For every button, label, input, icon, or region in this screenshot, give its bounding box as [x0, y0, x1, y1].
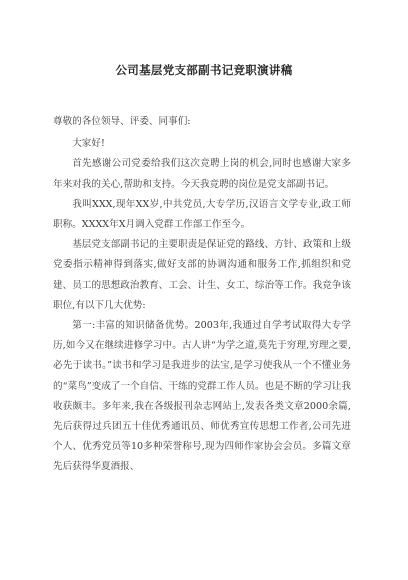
document-title: 公司基层党支部副书记竞职演讲稿: [115, 63, 293, 77]
advantage-one-paragraph: 第一:丰富的知识储备优势。2003年,我通过自学考试取得大专学历,如今又在继续进修学习中。古人讲“为学之道,莫先于穷理,穷理之要,必先于读书。”读书和学习是我进步的法宝,是学习使我从一个不懂业务的“菜鸟”变成了一个自信、干练的党群工作人员。也是不断的学习让我收获颇丰。多年来,我在各级报刊杂志网站上,发表各类文章2000余篇,先后获得过兵团五十佳优秀通讯员、师优秀宣传思想工作者,公司先进个人、优秀党员等10多种荣誉称号,现为四师作家协会会员。多篇文章先后获得华夏酒报、: [53, 320, 351, 473]
document-body: [53, 112, 351, 478]
salutation: 尊敬的各位领导、评委、同事们:: [53, 116, 191, 127]
greeting-paragraph: 大家好!: [72, 138, 105, 150]
responsibilities-paragraph: 基层党支部副书记的主要职责是保证党的路线、方针、政策和上级党委指示精神得到落实,做好支部的协调沟通和服务工作,抓组织和党建、员工的思想政治教育、工会、计生、女工、综治等工作。我竞争该职位,有以下几大优势:: [53, 239, 351, 311]
thanks-paragraph: 首先感谢公司党委给我们这次竞聘上岗的机会,同时也感谢大家多年来对我的关心,帮助和支持。今天我竞聘的岗位是党支部副书记。: [53, 158, 351, 190]
self-introduction-paragraph: 我叫XXX,现年XX岁,中共党员,大专学历,汉语言文学专业,政工师职称。XXXX年X月调入党群工作部工作至今。: [53, 198, 351, 231]
